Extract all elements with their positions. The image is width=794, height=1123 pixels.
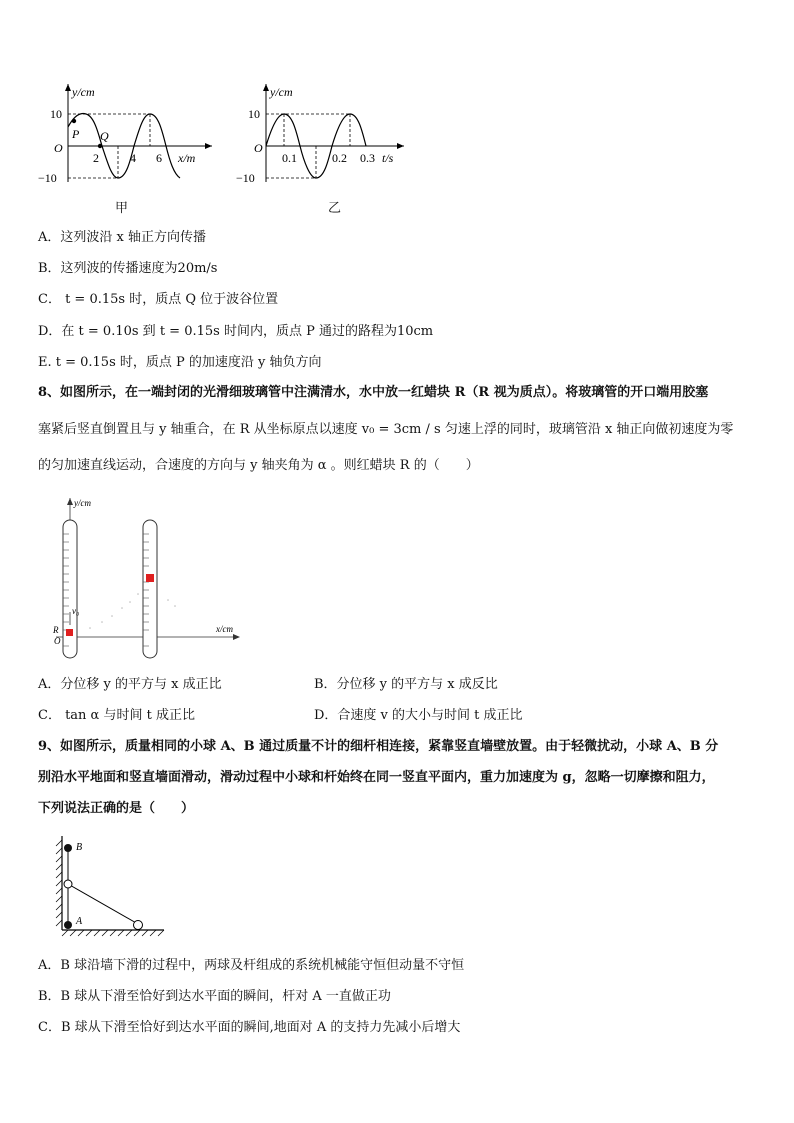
q8-stem-line1: 8、如图所示，在一端封闭的光滑细玻璃管中注满清水，水中放一红蜡块 R（R 视为质点）。将玻璃管的开口端用胶塞	[38, 385, 709, 400]
r-label: R	[53, 625, 59, 635]
y-tick-neg10: −10	[38, 171, 57, 185]
ball-a	[64, 921, 72, 929]
tube-left	[63, 520, 80, 658]
q9-stem-line1: 9、如图所示，质量相同的小球 A、B 通过质量不计的细杆相连接，紧靠竖直墙壁放置。由于轻微扰动，小球 A、B 分	[38, 739, 719, 754]
caption-yi: 乙	[328, 201, 342, 216]
x-tick-2: 2	[93, 151, 99, 165]
caption-jia: 甲	[115, 201, 129, 216]
y-tick-neg10: −10	[236, 171, 255, 185]
wave-graph-jia	[30, 82, 220, 192]
origin-label: O	[254, 141, 263, 155]
vibration-graph-yi	[232, 82, 412, 192]
t-tick-01: 0.1	[282, 151, 297, 165]
q7-option-b: B．这列波的传播速度为20m/s	[38, 261, 218, 276]
label-a: A	[76, 916, 83, 927]
y-tick-10: 10	[50, 107, 62, 121]
red-wax-block-start	[66, 629, 73, 636]
y-label: y/cm	[74, 498, 91, 508]
o-label: O	[54, 636, 61, 646]
ball-b	[64, 844, 72, 852]
point-p-label: P	[72, 127, 80, 141]
q8-option-c: C． tan α 与时间 t 成正比	[38, 708, 195, 723]
point-q	[98, 144, 102, 148]
q8-stem-line2: 塞紧后竖直倒置且与 y 轴重合，在 R 从坐标原点以速度 v₀ = 3cm / s 匀速上浮的同时，玻璃管沿 x 轴正向做初速度为零	[38, 422, 734, 437]
q7-option-d: D．在 t = 0.10s 到 t = 0.15s 时间内，质点 P 通过的路程为10cm	[38, 324, 434, 339]
t-axis-label: t/s	[382, 151, 394, 165]
wall-rod-figure	[48, 832, 168, 942]
v0-label: v₀	[72, 606, 80, 616]
ball-a-sliding	[134, 921, 143, 930]
q9-option-a: A．B 球沿墙下滑的过程中，两球及杆组成的系统机械能守恒但动量不守恒	[38, 958, 465, 973]
q9-option-c: C．B 球从下滑至恰好到达水平面的瞬间,地面对 A 的支持力先减小后增大	[38, 1020, 461, 1035]
tube-right	[143, 520, 157, 658]
q8-option-a: A．分位移 y 的平方与 x 成正比	[38, 677, 222, 692]
red-wax-block-later	[146, 574, 154, 582]
q9-stem-line2: 别沿水平地面和竖直墙面滑动，滑动过程中小球和杆始终在同一竖直平面内，重力加速度为 g，忽略一切摩擦和阻力，	[38, 770, 715, 785]
t-tick-02: 0.2	[332, 151, 347, 165]
origin-label: O	[54, 141, 63, 155]
q7-option-e: E. t = 0.15s 时，质点 P 的加速度沿 y 轴负方向	[38, 355, 322, 370]
point-p	[72, 119, 76, 123]
y-axis-label: y/cm	[72, 85, 95, 99]
x-tick-4: 4	[130, 151, 136, 165]
x-axis-label: x/m	[178, 151, 196, 165]
q7-option-a: A．这列波沿 x 轴正方向传播	[38, 230, 206, 245]
point-q-label: Q	[100, 129, 109, 143]
label-b: B	[76, 842, 83, 853]
q8-option-d: D．合速度 v 的大小与时间 t 成正比	[314, 708, 523, 723]
q7-option-c: C． t = 0.15s 时，质点 Q 位于波谷位置	[38, 292, 279, 307]
y-axis-label: y/cm	[270, 85, 293, 99]
q9-stem-line3: 下列说法正确的是（ ）	[38, 801, 195, 816]
q8-option-b: B．分位移 y 的平方与 x 成反比	[314, 677, 498, 692]
q8-stem-line3: 的匀加速直线运动，合速度的方向与 y 轴夹角为 α 。则红蜡块 R 的（ ）	[38, 458, 479, 473]
t-tick-03: 0.3	[360, 151, 375, 165]
ball-b-sliding	[64, 880, 72, 888]
x-tick-6: 6	[156, 151, 162, 165]
q9-option-b: B．B 球从下滑至恰好到达水平面的瞬间，杆对 A 一直做正功	[38, 989, 391, 1004]
glass-tube-figure	[50, 494, 245, 664]
y-tick-10: 10	[248, 107, 260, 121]
x-label: x/cm	[216, 624, 233, 634]
